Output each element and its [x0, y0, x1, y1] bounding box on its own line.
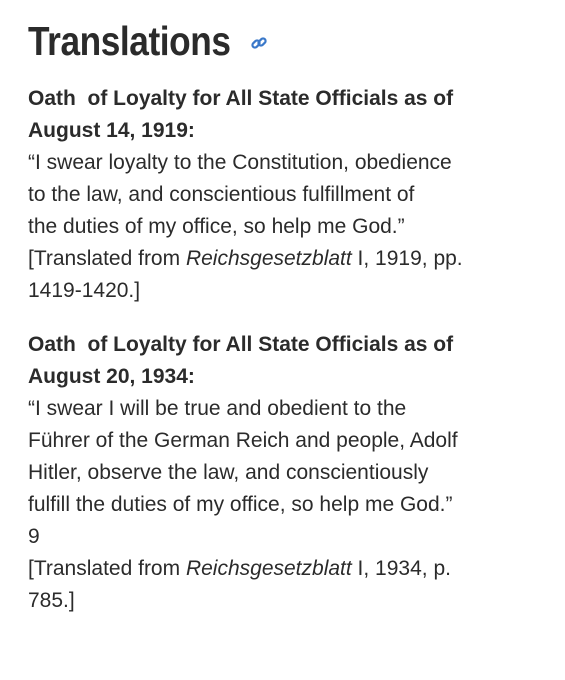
oath-1934 — [28, 329, 553, 617]
oath-quote-line: “I swear I will be true and obedient to the — [28, 397, 407, 420]
section-title: Translations — [28, 17, 231, 64]
oath-heading-line: Oath of Loyalty for All State Officials as of — [28, 333, 454, 356]
oath-1919 — [28, 83, 553, 307]
oath-heading — [28, 329, 553, 393]
oath-quote-line: the duties of my office, so help me God.” — [28, 215, 405, 238]
oath-quote-line: Hitler, observe the law, and conscientiously — [28, 461, 429, 484]
oath-date: August 14, 1919: — [28, 119, 195, 142]
source-citation — [28, 243, 553, 307]
link-icon[interactable] — [250, 34, 268, 52]
oath-quote-line: fulfill the duties of my office, so help me God.” — [28, 493, 453, 516]
oath-date: August 20, 1934: — [28, 365, 195, 388]
source-prefix: [Translated from — [28, 557, 186, 580]
source-details: I, 1934, p. — [351, 557, 451, 580]
source-pages: 785.] — [28, 589, 75, 612]
oath-heading — [28, 83, 553, 147]
source-pages: 1419-1420.] — [28, 279, 141, 302]
translations-section — [28, 10, 553, 617]
section-heading-row — [28, 10, 553, 72]
oath-quote-line: to the law, and conscientious fulfillment of — [28, 183, 415, 206]
source-title: Reichsgesetzblatt — [185, 247, 352, 270]
oath-quote — [28, 393, 553, 553]
source-citation — [28, 553, 553, 617]
oath-quote-line: Führer of the German Reich and people, Adolf — [28, 429, 458, 452]
footnote-number: 9 — [28, 525, 40, 548]
source-details: I, 1919, pp. — [351, 247, 463, 270]
oath-quote-line: “I swear loyalty to the Constitution, obedience — [28, 151, 452, 174]
source-prefix: [Translated from — [28, 247, 186, 270]
oath-heading-line: Oath of Loyalty for All State Officials as of — [28, 87, 454, 110]
oath-quote — [28, 147, 553, 243]
source-title: Reichsgesetzblatt — [185, 557, 352, 580]
